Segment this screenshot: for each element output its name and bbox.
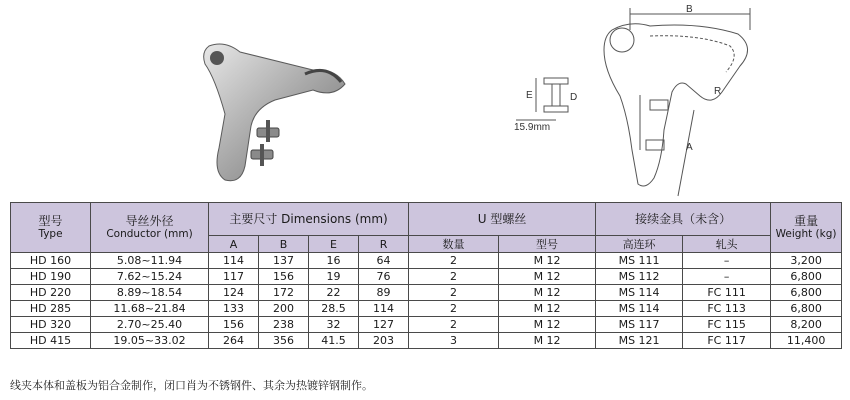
table-row <box>11 269 842 285</box>
cell-shackle: MS 121 <box>596 333 683 349</box>
cell-type: HD 190 <box>11 269 91 285</box>
cell-conductor: 11.68~21.84 <box>91 301 209 317</box>
cell-type: HD 160 <box>11 253 91 269</box>
cell-type: HD 285 <box>11 301 91 317</box>
cell-e: 32 <box>309 317 359 333</box>
col-weight-cn: 重量 <box>794 213 819 228</box>
col-dimensions: 主要尺寸 Dimensions (mm) <box>209 203 409 236</box>
cell-socket: FC 115 <box>683 317 771 333</box>
cell-socket: FC 117 <box>683 333 771 349</box>
table-row <box>11 253 842 269</box>
cell-b: 200 <box>259 301 309 317</box>
table-row <box>11 301 842 317</box>
cell-b: 172 <box>259 285 309 301</box>
col-qty: 数量 <box>409 236 499 253</box>
table-row <box>11 317 842 333</box>
cell-b: 156 <box>259 269 309 285</box>
cell-weight: 11,400 <box>771 333 842 349</box>
col-conductor <box>91 203 209 253</box>
col-type-cn: 型号 <box>38 213 63 228</box>
drawing-label-e: E <box>526 90 533 101</box>
col-a: A <box>209 236 259 253</box>
table-row <box>11 285 842 301</box>
table-row <box>11 333 842 349</box>
cell-r: 127 <box>359 317 409 333</box>
drawing-label-b: B <box>686 4 693 15</box>
cell-socket: – <box>683 269 771 285</box>
cell-b: 356 <box>259 333 309 349</box>
cell-a: 117 <box>209 269 259 285</box>
cell-r: 89 <box>359 285 409 301</box>
cell-model: M 12 <box>499 285 596 301</box>
cell-b: 137 <box>259 253 309 269</box>
cell-shackle: MS 112 <box>596 269 683 285</box>
drawing-label-a: A <box>686 142 693 153</box>
cell-conductor: 2.70~25.40 <box>91 317 209 333</box>
cell-qty: 2 <box>409 285 499 301</box>
cell-a: 264 <box>209 333 259 349</box>
spec-table <box>10 202 842 349</box>
cell-model: M 12 <box>499 301 596 317</box>
cell-qty: 3 <box>409 333 499 349</box>
cell-qty: 2 <box>409 301 499 317</box>
cell-weight: 6,800 <box>771 285 842 301</box>
cell-r: 114 <box>359 301 409 317</box>
cell-conductor: 19.05~33.02 <box>91 333 209 349</box>
cell-qty: 2 <box>409 269 499 285</box>
cell-r: 203 <box>359 333 409 349</box>
cell-qty: 2 <box>409 253 499 269</box>
cell-model: M 12 <box>499 253 596 269</box>
col-b: B <box>259 236 309 253</box>
cell-a: 124 <box>209 285 259 301</box>
spec-table-body <box>11 253 842 349</box>
cell-shackle: MS 111 <box>596 253 683 269</box>
cell-socket: FC 113 <box>683 301 771 317</box>
col-weight <box>771 203 842 253</box>
cell-type: HD 320 <box>11 317 91 333</box>
col-e: E <box>309 236 359 253</box>
cell-b: 238 <box>259 317 309 333</box>
clamp-photo <box>195 38 355 198</box>
cell-r: 76 <box>359 269 409 285</box>
cell-type: HD 415 <box>11 333 91 349</box>
cell-e: 28.5 <box>309 301 359 317</box>
cell-socket: – <box>683 253 771 269</box>
drawing-label-d: D <box>570 92 578 103</box>
dimension-drawing <box>500 0 770 205</box>
col-fittings: 接续金具（未含） <box>596 203 771 236</box>
col-model: 型号 <box>499 236 596 253</box>
cell-conductor: 8.89~18.54 <box>91 285 209 301</box>
col-type <box>11 203 91 253</box>
cell-weight: 3,200 <box>771 253 842 269</box>
cell-r: 64 <box>359 253 409 269</box>
cell-conductor: 5.08~11.94 <box>91 253 209 269</box>
cell-weight: 6,800 <box>771 301 842 317</box>
cell-weight: 6,800 <box>771 269 842 285</box>
col-type-en: Type <box>38 227 63 240</box>
col-conductor-cn: 导丝外径 <box>125 213 174 228</box>
col-weight-en: Weight (kg) <box>775 227 837 240</box>
cell-e: 22 <box>309 285 359 301</box>
cell-a: 114 <box>209 253 259 269</box>
cell-shackle: MS 114 <box>596 301 683 317</box>
cell-model: M 12 <box>499 333 596 349</box>
cell-shackle: MS 114 <box>596 285 683 301</box>
col-socket: 轧头 <box>683 236 771 253</box>
cell-shackle: MS 117 <box>596 317 683 333</box>
col-r: R <box>359 236 409 253</box>
cell-type: HD 220 <box>11 285 91 301</box>
cell-model: M 12 <box>499 269 596 285</box>
cell-a: 156 <box>209 317 259 333</box>
cell-model: M 12 <box>499 317 596 333</box>
col-conductor-en: Conductor (mm) <box>106 227 193 240</box>
cell-e: 16 <box>309 253 359 269</box>
cell-conductor: 7.62~15.24 <box>91 269 209 285</box>
cell-qty: 2 <box>409 317 499 333</box>
cell-a: 133 <box>209 301 259 317</box>
cell-e: 19 <box>309 269 359 285</box>
cell-socket: FC 111 <box>683 285 771 301</box>
cell-weight: 8,200 <box>771 317 842 333</box>
drawing-label-width: 15.9mm <box>514 122 551 133</box>
material-note: 线夹本体和盖板为铝合金制作，闭口肖为不锈钢件、其余为热镀锌钢制作。 <box>10 379 373 392</box>
col-ubolt: U 型螺丝 <box>409 203 596 236</box>
drawing-label-r: R <box>714 86 722 97</box>
col-shackle: 高连环 <box>596 236 683 253</box>
cell-e: 41.5 <box>309 333 359 349</box>
